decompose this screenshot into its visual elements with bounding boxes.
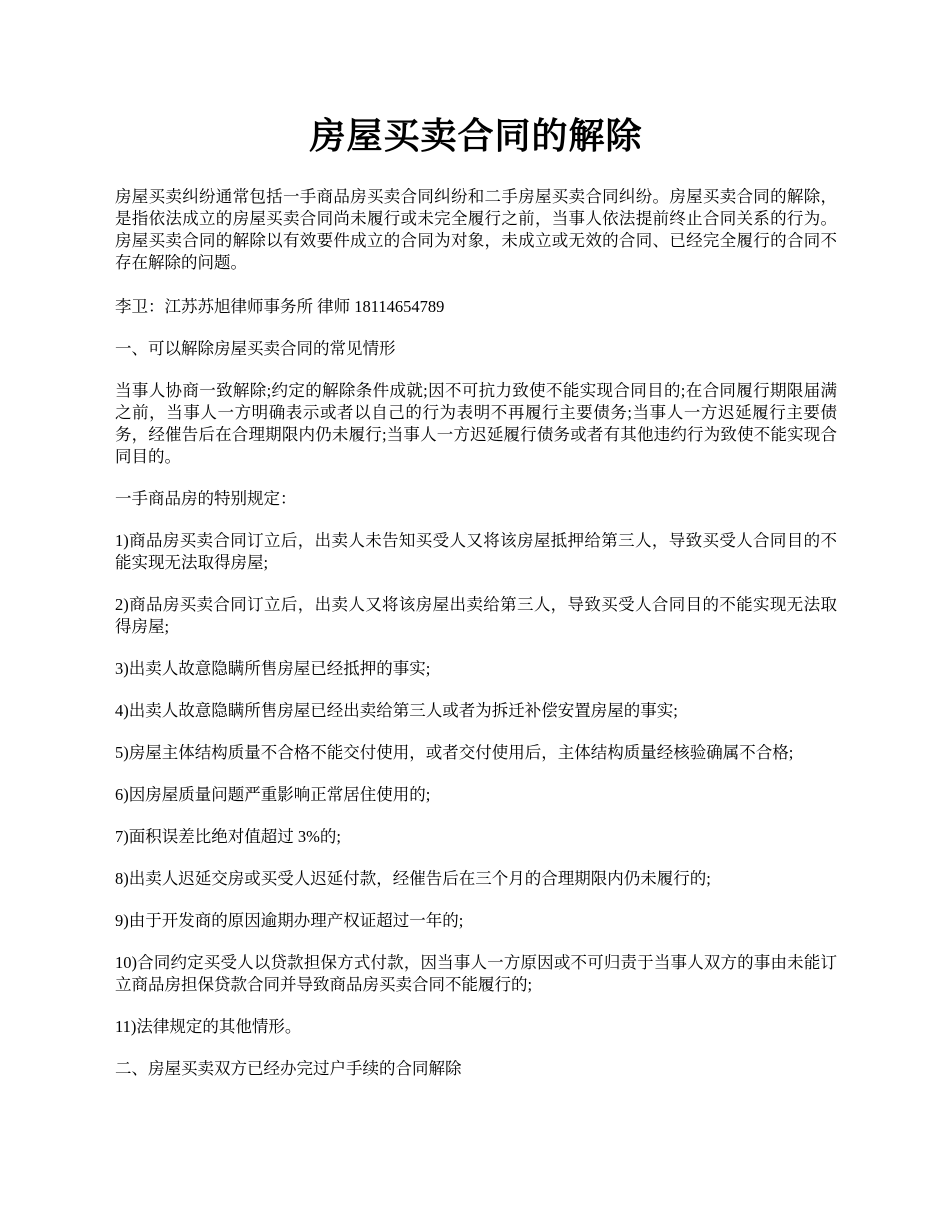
common-cases-paragraph: 当事人协商一致解除;约定的解除条件成就;因不可抗力致使不能实现合同目的;在合同履行期限届满之前，当事人一方明确表示或者以自己的行为表明不再履行主要债务;当事人一方迟延履行主要债务，经催告后在合理期限内仍未履行;当事人一方迟延履行债务或者有其他违约行为致使不能实现合同目的。 <box>115 381 837 466</box>
rule-item-3: 3)出卖人故意隐瞒所售房屋已经抵押的事实; <box>115 659 431 678</box>
section-heading-1: 一、可以解除房屋买卖合同的常见情形 <box>115 339 396 358</box>
author-line: 李卫：江苏苏旭律师事务所 律师 18114654789 <box>115 297 445 316</box>
rule-item-1: 1)商品房买卖合同订立后，出卖人未告知买受人又将该房屋抵押给第三人，导致买受人合同目的不能实现无法取得房屋; <box>115 531 837 572</box>
rule-item-8: 8)出卖人迟延交房或买受人迟延付款，经催告后在三个月的合理期限内仍未履行的; <box>115 869 711 888</box>
rule-item-9: 9)由于开发商的原因逾期办理产权证超过一年的; <box>115 911 464 930</box>
special-rules-heading: 一手商品房的特别规定： <box>115 489 297 508</box>
rule-item-2: 2)商品房买卖合同订立后，出卖人又将该房屋出卖给第三人，导致买受人合同目的不能实现无法取得房屋; <box>115 595 837 636</box>
rule-item-11: 11)法律规定的其他情形。 <box>115 1017 302 1036</box>
rule-item-6: 6)因房屋质量问题严重影响正常居住使用的; <box>115 785 431 804</box>
rule-item-10: 10)合同约定买受人以贷款担保方式付款，因当事人一方原因或不可归责于当事人双方的事由未能订立商品房担保贷款合同并导致商品房买卖合同不能履行的; <box>115 953 837 994</box>
rule-item-4: 4)出卖人故意隐瞒所售房屋已经出卖给第三人或者为拆迁补偿安置房屋的事实; <box>115 701 678 720</box>
rule-item-5: 5)房屋主体结构质量不合格不能交付使用，或者交付使用后，主体结构质量经核验确属不合格; <box>115 743 794 762</box>
intro-paragraph: 房屋买卖纠纷通常包括一手商品房买卖合同纠纷和二手房屋买卖合同纠纷。房屋买卖合同的解除，是指依法成立的房屋买卖合同尚未履行或未完全履行之前，当事人依法提前终止合同关系的行为。房屋买卖合同的解除以有效要件成立的合同为对象，未成立或无效的合同、已经完全履行的合同不存在解除的问题。 <box>115 187 837 272</box>
rule-item-7: 7)面积误差比绝对值超过 3%的; <box>115 827 341 846</box>
section-heading-2: 二、房屋买卖双方已经办完过户手续的合同解除 <box>115 1059 462 1078</box>
document-title: 房屋买卖合同的解除 <box>309 116 643 156</box>
